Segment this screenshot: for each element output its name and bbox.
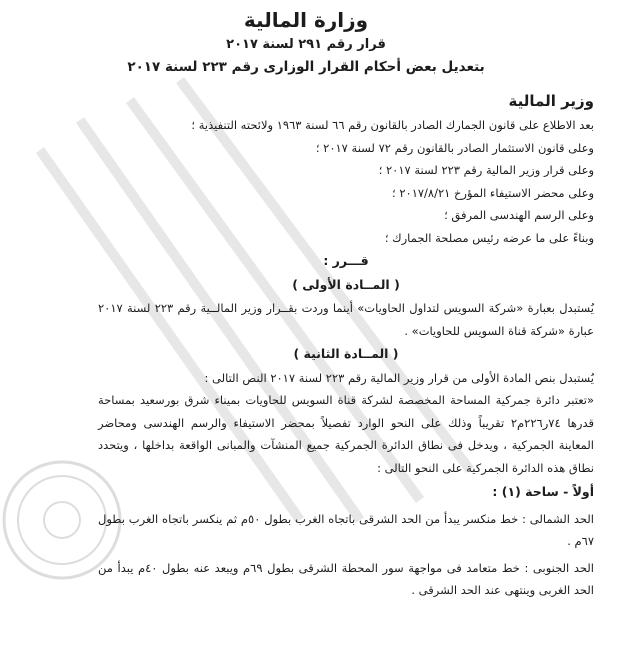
decided-heading: قـــرر : <box>323 253 369 268</box>
minister-heading: وزير المالية <box>508 92 594 110</box>
article-2-body: «تعتبر دائرة جمركية المساحة المخصصة لشركة قناة السويس للحاويات بميناء شرق بورسعيد بمساحة قدرها ٧٤ر٢٢٦م٢ تقريباً وذلك على النحو الوارد تفصيلاً بمحضر الاستيفاء والرسم الهندسى ومحاضر المعاينة الجمركية ، ويدخل فى نطاق الدائرة الجمركية جميع المنشآت والمبانى الواقعة بداخلها ، ويتحدد نطاق هذه الدائرة الجمركية على النحو التالى : <box>98 393 594 475</box>
south-boundary: الحد الجنوبى : خط متعامد فى مواجهة سور المحطة الشرقى بطول ٦٩م ويبعد عنه بطول ٤٠م يبدأ من الحد الغربى وينتهى عند الحد الشرقى . <box>98 560 594 597</box>
section-title: أولاً - ساحة (١) : <box>492 484 594 499</box>
article-2-title: ( المــادة الثانية ) <box>293 346 399 361</box>
preamble-line: وبناءً على ما عرضه رئيس مصلحة الجمارك ؛ <box>384 230 594 245</box>
preamble-line: وعلى قرار وزير المالية رقم ٢٢٣ لسنة ٢٠١٧ ؛ <box>378 163 594 177</box>
document-body <box>98 88 594 606</box>
preamble-line: وعلى الرسم الهندسى المرفق ؛ <box>444 208 594 222</box>
decree-subject: بتعديل بعض أحكام القرار الوزارى رقم ٢٢٣ لسنة ٢٠١٧ <box>127 59 485 75</box>
ministry-title: وزارة المالية <box>243 8 369 32</box>
preamble-line: وعلى محضر الاستيفاء المؤرخ ٢٠١٧/٨/٢١ ؛ <box>392 185 594 200</box>
article-1-text: يُستبدل بعبارة «شركة السويس لتداول الحاويات» أينما وردت بقــرار وزير المالــية رقم ٢٢٣ لسنة ٢٠١٧ عبارة «شركة قناة السويس للحاويات» . <box>98 301 594 338</box>
preamble-line: وعلى قانون الاستثمار الصادر بالقانون رقم ٧٢ لسنة ٢٠١٧ ؛ <box>315 140 594 155</box>
decree-number: قرار رقم ٢٩١ لسنة ٢٠١٧ <box>226 37 386 52</box>
article-2-intro: يُستبدل بنص المادة الأولى من قرار وزير المالية رقم ٢٢٣ لسنة ٢٠١٧ النص التالى : <box>204 370 594 385</box>
article-1-title: ( المــادة الأولى ) <box>292 276 400 292</box>
preamble-line: بعد الاطلاع على قانون الجمارك الصادر بالقانون رقم ٦٦ لسنة ١٩٦٣ ولائحته التنفيذية ؛ <box>191 118 594 132</box>
document-header <box>0 6 612 78</box>
north-boundary: الحد الشمالى : خط منكسر يبدأ من الحد الشرقى باتجاه الغرب بطول ٥٠م ثم ينكسر باتجاه الغرب بطول ٦٧م . <box>98 511 594 548</box>
